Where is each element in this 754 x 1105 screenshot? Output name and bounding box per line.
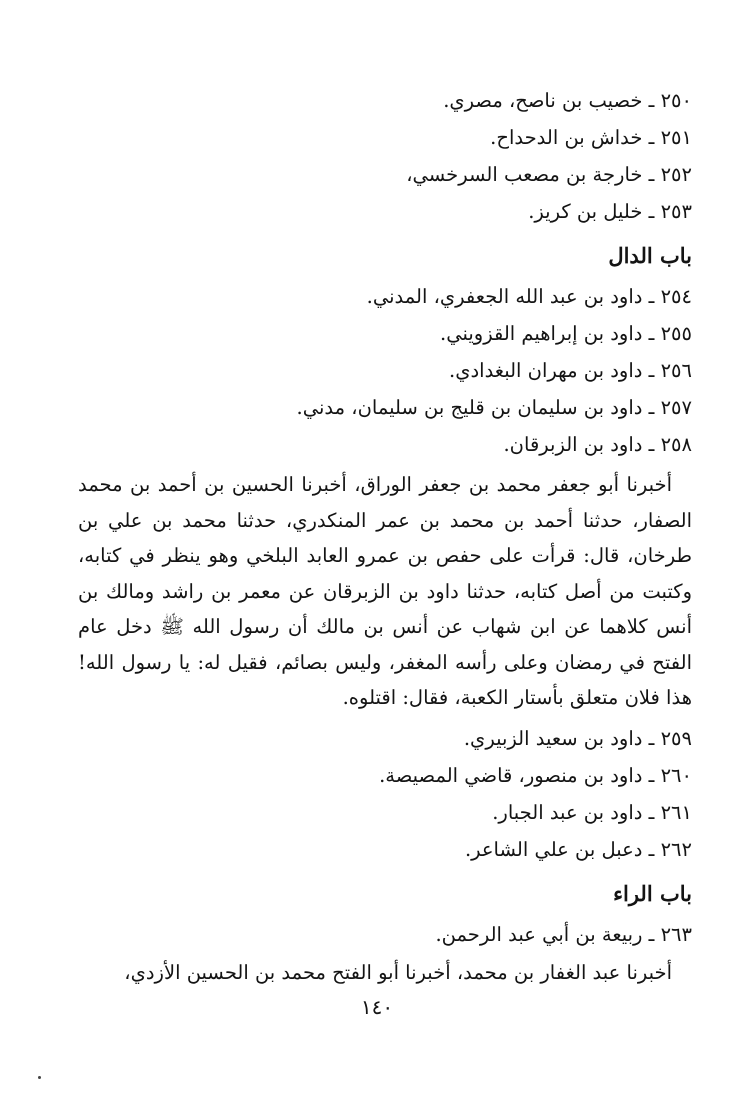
entries-top-list	[78, 82, 692, 230]
entry-260	[78, 757, 692, 794]
entry-number: ٢٦١	[660, 800, 692, 824]
hadith-paragraph: أخبرنا أبو جعفر محمد بن جعفر الوراق، أخبرنا الحسين بن أحمد بن محمد الصفار، حدثنا أحمد بن محمد بن عمر المنكدري، حدثنا محمد بن علي بن طرخان، قال: قرأت على حفص بن عمرو العابد البلخي وهو ينظر في كتابه، وكتبت من أصل كتابه، حدثنا داود بن الزبرقان عن معمر بن راشد ومالك بن أنس كلاهما عن ابن شهاب عن أنس بن مالك أن رسول الله ﷺ دخل عام الفتح في رمضان وعلى رأسه المغفر، وليس بصائم، فقيل له: يا رسول الله! هذا فلان متعلق بأستار الكعبة، فقال: اقتلوه.	[78, 473, 692, 709]
page-body	[78, 82, 692, 991]
entry-separator: ـ	[642, 126, 661, 149]
entries-dal-list	[78, 278, 692, 463]
entry-253	[78, 193, 692, 230]
entry-257	[78, 389, 692, 426]
scan-speck	[38, 1076, 41, 1079]
entry-separator: ـ	[642, 322, 661, 345]
entry-255	[78, 315, 692, 352]
entry-251	[78, 119, 692, 156]
entry-text: خارجة بن مصعب السرخسي،	[406, 163, 643, 186]
entry-separator: ـ	[642, 922, 661, 946]
entry-separator: ـ	[642, 163, 661, 186]
entry-text: خصيب بن ناصح، مصري.	[443, 89, 643, 112]
entry-256	[78, 352, 692, 389]
entry-text: داود بن سعيد الزبيري.	[463, 726, 643, 750]
entry-number: ٢٥٦	[660, 359, 692, 382]
page-number: ١٤٠	[360, 995, 394, 1019]
entry-number: ٢٥٥	[660, 322, 692, 345]
entry-259	[78, 720, 692, 757]
entry-separator: ـ	[642, 285, 661, 308]
entry-number: ٢٥١	[660, 126, 692, 149]
entry-separator: ـ	[642, 837, 661, 861]
entry-263	[78, 916, 692, 953]
entry-number: ٢٥٨	[660, 433, 692, 456]
entry-text: داود بن إبراهيم القزويني.	[440, 322, 643, 345]
entry-number: ٢٦٣	[660, 922, 692, 946]
section-heading-dal: باب الدال	[608, 243, 692, 268]
entry-262	[78, 831, 692, 868]
entry-separator: ـ	[642, 726, 661, 750]
hadith-paragraph-start: أخبرنا عبد الغفار بن محمد، أخبرنا أبو الفتح محمد بن الحسين الأزدي،	[124, 960, 672, 984]
entry-text: داود بن سليمان بن قليج بن سليمان، مدني.	[296, 396, 643, 419]
entry-separator: ـ	[642, 433, 661, 456]
entry-number: ٢٥٣	[660, 200, 692, 223]
entry-number: ٢٥٢	[660, 163, 692, 186]
entries-dal-list-continued	[78, 720, 692, 868]
entry-text: داود بن الزبرقان.	[503, 433, 643, 456]
entry-number: ٢٦٢	[660, 837, 692, 861]
entry-text: داود بن منصور، قاضي المصيصة.	[379, 763, 643, 787]
entry-text: ربيعة بن أبي عبد الرحمن.	[435, 922, 643, 946]
entry-250	[78, 82, 692, 119]
entry-254	[78, 278, 692, 315]
entry-text: داود بن عبد الله الجعفري، المدني.	[366, 285, 643, 308]
entry-separator: ـ	[642, 89, 661, 112]
entry-258	[78, 426, 692, 463]
entry-number: ٢٥٤	[660, 285, 692, 308]
entry-separator: ـ	[642, 359, 661, 382]
entry-text: داود بن عبد الجبار.	[492, 800, 643, 824]
entry-261	[78, 794, 692, 831]
entry-separator: ـ	[642, 800, 661, 824]
entry-text: خليل بن كريز.	[528, 200, 643, 223]
entry-252	[78, 156, 692, 193]
entry-number: ٢٥٠	[660, 89, 692, 112]
entry-text: دعبل بن علي الشاعر.	[464, 837, 643, 861]
entry-text: داود بن مهران البغدادي.	[449, 359, 643, 382]
entry-separator: ـ	[642, 763, 661, 787]
section-heading-ra: باب الراء	[613, 880, 692, 906]
entry-text: خداش بن الدحداح.	[490, 126, 643, 149]
entry-number: ٢٦٠	[660, 763, 692, 787]
entry-number: ٢٥٧	[660, 396, 692, 419]
entry-separator: ـ	[642, 200, 661, 223]
entries-ra-list	[78, 916, 692, 953]
entry-number: ٢٥٩	[660, 726, 692, 750]
entry-separator: ـ	[642, 396, 661, 419]
